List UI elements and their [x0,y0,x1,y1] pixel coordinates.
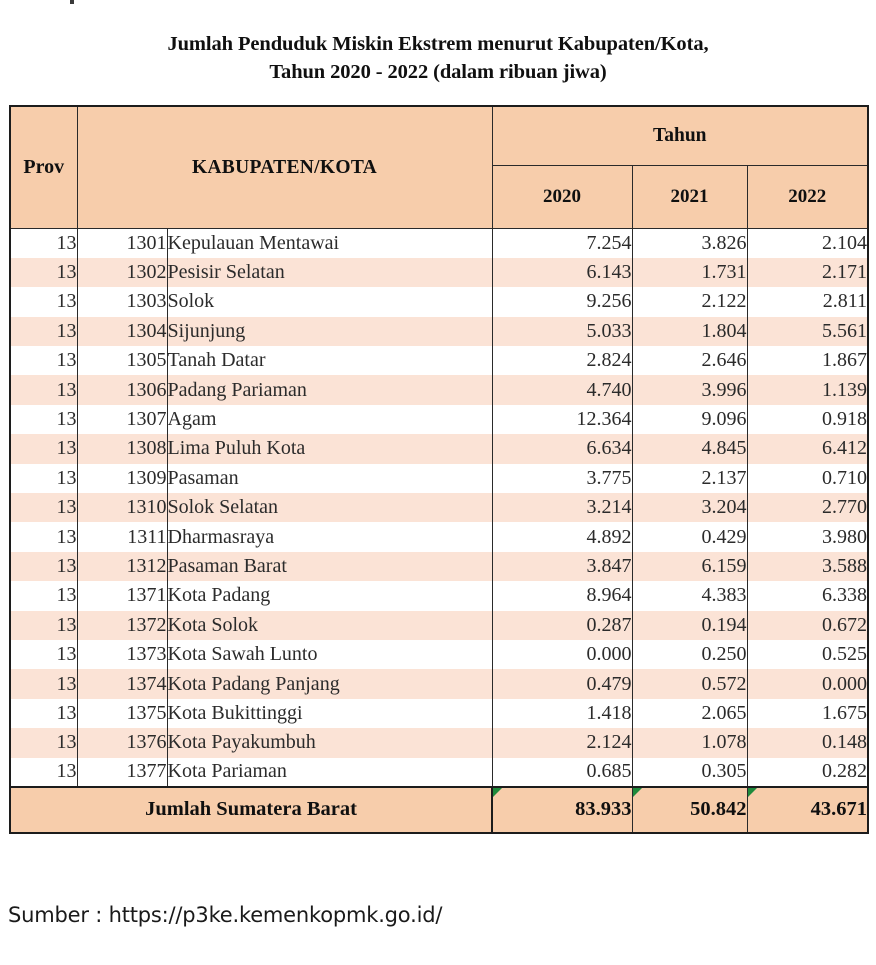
row-name: Dharmasraya [167,522,492,551]
row-code: 1375 [77,699,167,728]
row-value-2020: 9.256 [492,287,632,316]
row-code: 1371 [77,581,167,610]
row-value-2022: 3.980 [747,522,868,551]
table-row [10,611,868,640]
row-prov: 13 [10,581,77,610]
header-tahun-group: Tahun [492,106,868,166]
poverty-data-table [9,105,869,834]
row-value-2022: 2.171 [747,258,868,287]
row-code: 1374 [77,669,167,698]
row-value-2020: 12.364 [492,405,632,434]
header-row-top [10,106,868,166]
table-row [10,258,868,287]
row-name: Kota Payakumbuh [167,728,492,757]
row-code: 1309 [77,464,167,493]
row-value-2021: 4.383 [632,581,747,610]
row-value-2020: 4.740 [492,375,632,404]
row-value-2022: 0.000 [747,669,868,698]
row-value-2022: 0.148 [747,728,868,757]
row-value-2021: 3.826 [632,229,747,258]
table-row [10,522,868,551]
row-value-2020: 4.892 [492,522,632,551]
error-flag-icon [633,788,642,797]
row-prov: 13 [10,405,77,434]
row-value-2020: 6.143 [492,258,632,287]
error-flag-icon [493,788,502,797]
row-name: Pasaman Barat [167,552,492,581]
row-name: Kota Padang Panjang [167,669,492,698]
row-prov: 13 [10,669,77,698]
row-value-2021: 0.305 [632,758,747,787]
row-value-2022: 2.811 [747,287,868,316]
header-year-2021: 2021 [632,166,747,229]
row-prov: 13 [10,229,77,258]
row-prov: 13 [10,375,77,404]
table-row [10,493,868,522]
table-row [10,699,868,728]
row-name: Tanah Datar [167,346,492,375]
row-value-2021: 3.204 [632,493,747,522]
header-year-2020: 2020 [492,166,632,229]
total-2022-value: 43.671 [810,798,868,821]
row-prov: 13 [10,493,77,522]
row-code: 1308 [77,434,167,463]
row-value-2021: 2.137 [632,464,747,493]
row-code: 1312 [77,552,167,581]
table-row [10,434,868,463]
row-value-2020: 0.287 [492,611,632,640]
row-value-2022: 0.525 [747,640,868,669]
row-name: Sijunjung [167,317,492,346]
row-code: 1310 [77,493,167,522]
table-row [10,728,868,757]
row-value-2021: 1.804 [632,317,747,346]
row-value-2021: 1.078 [632,728,747,757]
table-row [10,405,868,434]
row-name: Lima Puluh Kota [167,434,492,463]
row-value-2020: 1.418 [492,699,632,728]
title-line-2: Tahun 2020 - 2022 (dalam ribuan jiwa) [269,61,607,83]
row-prov: 13 [10,346,77,375]
row-value-2021: 2.122 [632,287,747,316]
row-prov: 13 [10,640,77,669]
row-prov: 13 [10,258,77,287]
row-name: Kota Bukittinggi [167,699,492,728]
table-row [10,581,868,610]
row-prov: 13 [10,434,77,463]
row-name: Kota Sawah Lunto [167,640,492,669]
row-value-2022: 1.867 [747,346,868,375]
row-value-2020: 2.124 [492,728,632,757]
total-2020-value: 83.933 [575,798,632,821]
row-name: Agam [167,405,492,434]
header-prov: Prov [10,106,77,229]
row-value-2020: 3.775 [492,464,632,493]
table-row [10,552,868,581]
row-code: 1373 [77,640,167,669]
header-kabupaten-kota: KABUPATEN/KOTA [77,106,492,229]
row-name: Kota Solok [167,611,492,640]
table-footer [10,787,868,833]
row-prov: 13 [10,728,77,757]
row-prov: 13 [10,464,77,493]
table-body [10,229,868,787]
row-value-2022: 6.338 [747,581,868,610]
row-prov: 13 [10,699,77,728]
row-value-2021: 0.572 [632,669,747,698]
row-value-2022: 5.561 [747,317,868,346]
total-2021 [632,787,747,833]
row-value-2021: 0.429 [632,522,747,551]
row-value-2022: 0.672 [747,611,868,640]
row-value-2020: 5.033 [492,317,632,346]
row-value-2020: 0.000 [492,640,632,669]
page-title [0,0,876,86]
row-value-2021: 6.159 [632,552,747,581]
header-year-2022: 2022 [747,166,868,229]
table-row [10,464,868,493]
error-flag-icon [748,788,757,797]
total-2022 [747,787,868,833]
row-value-2021: 2.646 [632,346,747,375]
row-value-2020: 8.964 [492,581,632,610]
row-prov: 13 [10,611,77,640]
table-row [10,375,868,404]
table-row [10,758,868,787]
total-2020 [492,787,632,833]
row-value-2021: 3.996 [632,375,747,404]
row-value-2022: 0.710 [747,464,868,493]
row-name: Solok Selatan [167,493,492,522]
row-value-2021: 0.250 [632,640,747,669]
table-row [10,317,868,346]
row-value-2021: 2.065 [632,699,747,728]
row-name: Pesisir Selatan [167,258,492,287]
table-row [10,287,868,316]
row-name: Kota Pariaman [167,758,492,787]
source-note: Sumber : https://p3ke.kemenkopmk.go.id/ [8,903,443,927]
row-code: 1311 [77,522,167,551]
row-prov: 13 [10,552,77,581]
row-value-2022: 0.918 [747,405,868,434]
row-code: 1303 [77,287,167,316]
row-value-2022: 1.675 [747,699,868,728]
row-name: Solok [167,287,492,316]
row-value-2020: 0.685 [492,758,632,787]
row-code: 1307 [77,405,167,434]
row-code: 1304 [77,317,167,346]
total-label: Jumlah Sumatera Barat [10,787,492,833]
row-prov: 13 [10,522,77,551]
row-value-2020: 3.847 [492,552,632,581]
page-top-artifact [70,0,74,4]
data-table-container [9,105,867,834]
row-value-2021: 4.845 [632,434,747,463]
row-code: 1305 [77,346,167,375]
row-value-2020: 6.634 [492,434,632,463]
total-row [10,787,868,833]
row-code: 1372 [77,611,167,640]
row-prov: 13 [10,287,77,316]
row-value-2022: 2.104 [747,229,868,258]
row-value-2022: 1.139 [747,375,868,404]
row-code: 1302 [77,258,167,287]
row-value-2022: 3.588 [747,552,868,581]
total-2021-value: 50.842 [690,798,747,821]
row-name: Pasaman [167,464,492,493]
table-header [10,106,868,229]
row-value-2020: 7.254 [492,229,632,258]
table-row [10,229,868,258]
row-value-2022: 0.282 [747,758,868,787]
row-value-2020: 2.824 [492,346,632,375]
row-prov: 13 [10,758,77,787]
row-value-2020: 3.214 [492,493,632,522]
row-code: 1377 [77,758,167,787]
title-line-1: Jumlah Penduduk Miskin Ekstrem menurut Kabupaten/Kota, [167,33,709,55]
row-value-2021: 9.096 [632,405,747,434]
row-value-2021: 0.194 [632,611,747,640]
row-value-2021: 1.731 [632,258,747,287]
row-value-2022: 2.770 [747,493,868,522]
row-code: 1301 [77,229,167,258]
table-row [10,346,868,375]
row-name: Kepulauan Mentawai [167,229,492,258]
table-row [10,640,868,669]
row-value-2020: 0.479 [492,669,632,698]
row-prov: 13 [10,317,77,346]
row-value-2022: 6.412 [747,434,868,463]
row-name: Padang Pariaman [167,375,492,404]
table-row [10,669,868,698]
row-name: Kota Padang [167,581,492,610]
row-code: 1306 [77,375,167,404]
row-code: 1376 [77,728,167,757]
